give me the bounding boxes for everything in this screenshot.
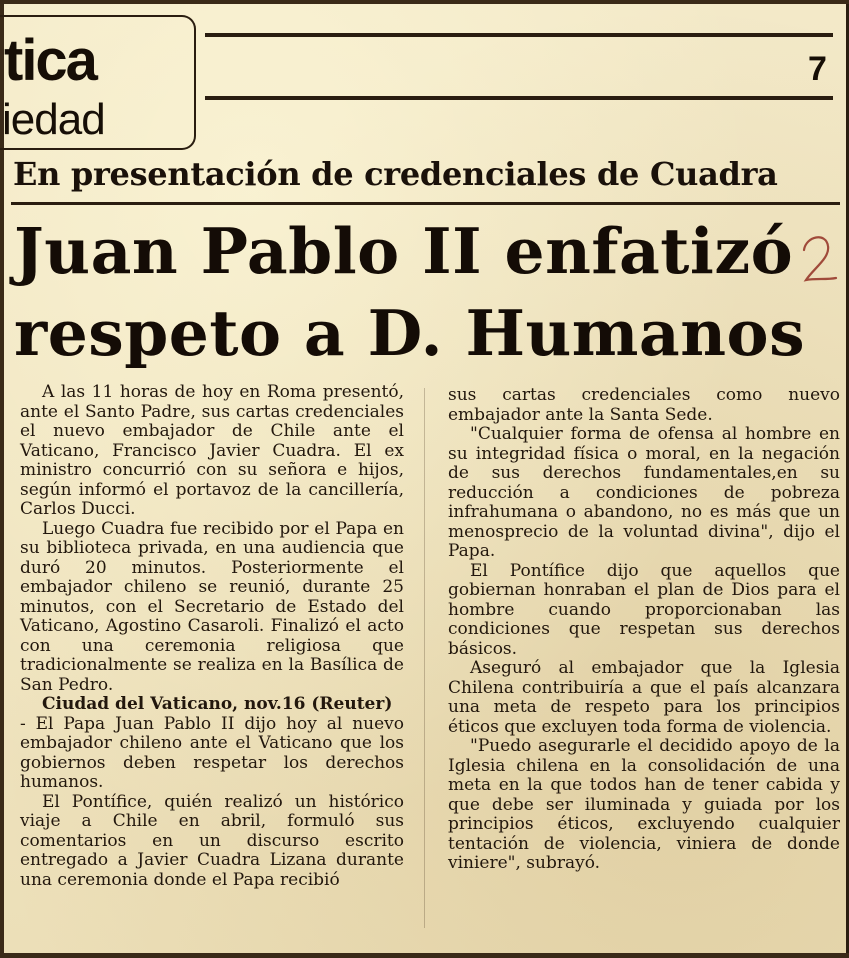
scan-border-bottom	[0, 953, 849, 958]
paragraph: A las 11 horas de hoy en Roma presentó, ante el Santo Padre, sus cartas credenciales el nuevo embajador de Chile ante el Vaticano, Francisco Javier Cuadra. El ex ministro concurrió con su señora e hijos, según informó el portavoz de la cancillería, Carlos Ducci.	[20, 382, 404, 519]
column-divider	[424, 388, 425, 928]
kicker-rule	[11, 202, 840, 205]
scan-border-top	[0, 0, 849, 4]
article-column-2	[448, 386, 840, 874]
page-number: 7	[808, 50, 827, 88]
paragraph: El Pontífice, quién realizó un histórico viaje a Chile en abril, formuló sus comentarios en un discurso escrito entregado a Javier Cuadra Lizana durante una ceremonia donde el Papa recibió	[20, 791, 404, 890]
paragraph: Aseguró al embajador que la Iglesia Chilena contribuiría a que el país alcanzara una meta de respeto para los principios éticos que excluyen toda forma de violencia.	[448, 658, 840, 737]
handwritten-annotation	[796, 228, 840, 298]
paragraph: "Cualquier forma de ofensa al hombre en su integridad física o moral, en la negación de sus derechos fundamentales,en su reducción a condiciones de pobreza infrahumana o abandono, no es más que un menosprecio de la voluntad divina", dijo el Papa.	[448, 424, 840, 561]
paragraph: El Pontífice dijo que aquellos que gobiernan honraban el plan de Dios para el hombre cuando proporcionaban las condiciones que respetan sus derechos básicos.	[448, 560, 840, 659]
paragraph: Luego Cuadra fue recibido por el Papa en su biblioteca privada, en una audiencia que duró 20 minutos. Posteriormente el embajador chileno se reunió, durante 25 minutos, con el Secretario de Estado del Vaticano, Agostino Casaroli. Finalizó el acto con una ceremonia religiosa que tradicionalmente se realiza en la Basílica de San Pedro.	[20, 518, 404, 695]
section-title-line2: iedad	[2, 95, 105, 144]
paragraph: "Puedo asegurarle el decidido apoyo de la Iglesia chilena en la consolidación de una meta en la que todos han de tener cabida y que debe ser iluminada y guiada por los principios éticos, excluyendo cualquier tentación de violencia, viniera de donde viniere", subrayó.	[448, 736, 840, 873]
paragraph	[20, 695, 404, 715]
section-title-line1: tica	[4, 28, 96, 93]
article-column-1	[20, 383, 404, 890]
paragraph: - El Papa Juan Pablo II dijo hoy al nuevo embajador chileno ante el Vaticano que los gobiernos deben respetar los derechos humanos.	[20, 713, 404, 792]
header-rule-top	[205, 33, 833, 37]
dateline: Ciudad del Vaticano, nov.16 (Reuter)	[42, 694, 393, 714]
section-header-box	[0, 15, 196, 150]
headline-line-2: respeto a D. Humanos	[14, 296, 806, 370]
headline-line-1: Juan Pablo II enfatizó	[14, 214, 794, 288]
paragraph: sus cartas credenciales como nuevo embajador ante la Santa Sede.	[448, 385, 840, 425]
article-kicker: En presentación de credenciales de Cuadra	[13, 155, 778, 193]
article-headline	[14, 210, 804, 374]
header-rule-bottom	[205, 96, 833, 100]
